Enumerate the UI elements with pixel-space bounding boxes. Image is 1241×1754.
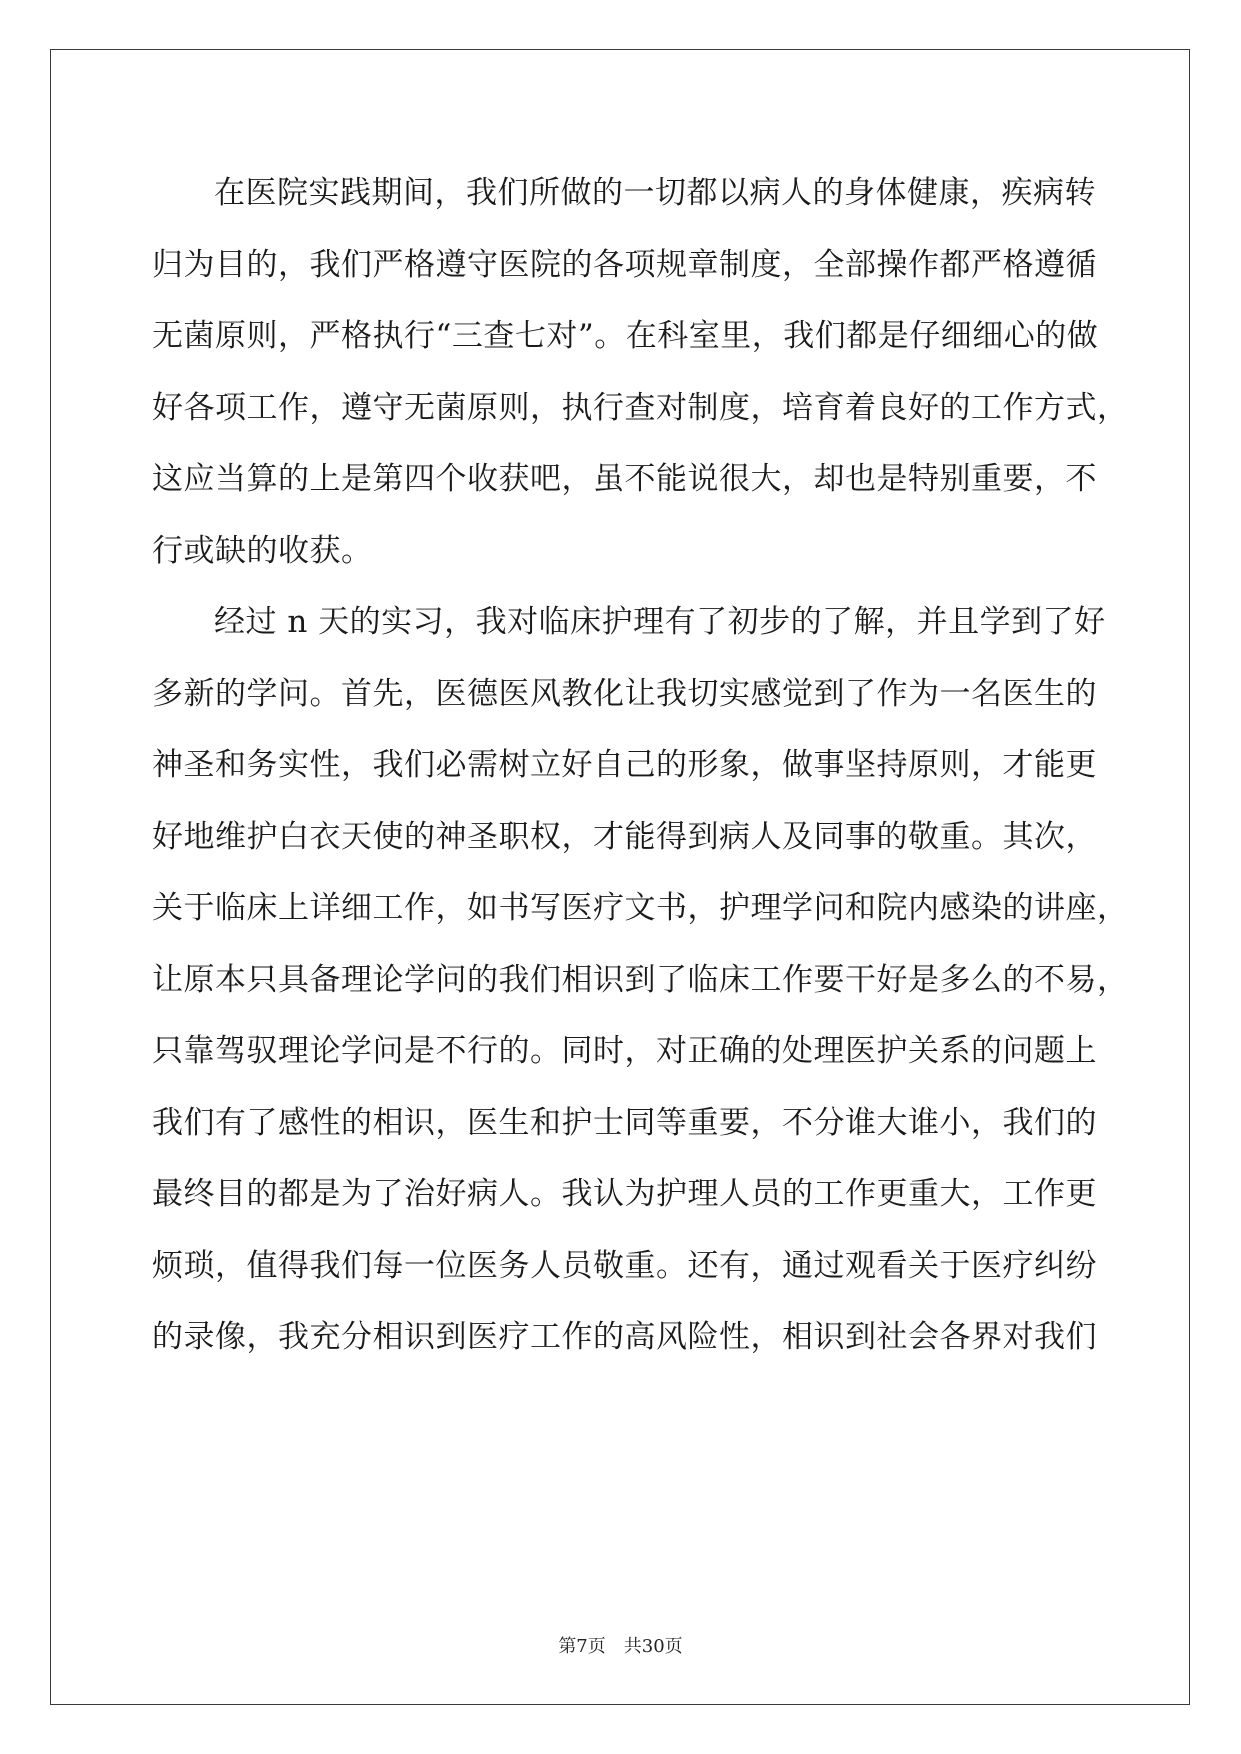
document-body (152, 158, 1129, 1374)
page-footer (0, 1632, 1241, 1658)
paragraph-2-line-11: 的录像，我充分相识到医疗工作的高风险性，相识到社会各界对我们 (152, 1319, 1097, 1355)
paragraph-1-line-2: 归为目的，我们严格遵守医院的各项规章制度，全部操作都严格遵循 (152, 246, 1097, 283)
paragraph-2-line-4: 好地维护白衣天使的神圣职权，才能得到病人及同事的敬重。其次， (152, 818, 1097, 855)
paragraph-1-line-5: 这应当算的上是第四个收获吧，虽不能说很大，却也是特别重要，不 (152, 461, 1097, 497)
paragraph-1-line-3: 无菌原则，严格执行“三查七对”。在科室里，我们都是仔细细心的做 (152, 318, 1099, 354)
paragraph-2-line-8: 我们有了感性的相识，医生和护士同等重要，不分谁大谁小，我们的 (152, 1104, 1097, 1141)
paragraph-1-line-1: 在医院实践期间，我们所做的一切都以病人的身体健康，疾病转 (214, 175, 1096, 211)
page-total: 共30页 (623, 1636, 683, 1657)
page-number: 第7页 (558, 1636, 606, 1657)
paragraph-2-line-6: 让原本只具备理论学问的我们相识到了临床工作要干好是多么的不易， (152, 961, 1129, 998)
paragraph-2-line-2: 多新的学问。首先，医德医风教化让我切实感觉到了作为一名医生的 (152, 675, 1097, 712)
paragraph-2-line-5: 关于临床上详细工作，如书写医疗文书，护理学问和院内感染的讲座， (152, 890, 1129, 926)
paragraph-2-line-7: 只靠驾驭理论学问是不行的。同时，对正确的处理医护关系的问题上 (152, 1033, 1097, 1069)
paragraph-2-line-1: 经过 n 天的实习，我对临床护理有了初步的了解，并且学到了好 (214, 604, 1106, 640)
paragraph-2-line-10: 烦琐，值得我们每一位医务人员敬重。还有，通过观看关于医疗纠纷 (152, 1247, 1097, 1284)
paragraph-1-line-6: 行或缺的收获。 (152, 532, 373, 569)
paragraph-2-line-9: 最终目的都是为了治好病人。我认为护理人员的工作更重大，工作更 (152, 1176, 1097, 1212)
paragraph-1-line-4: 好各项工作，遵守无菌原则，执行查对制度，培育着良好的工作方式， (152, 389, 1129, 426)
paragraph-2-line-3: 神圣和务实性，我们必需树立好自己的形象，做事坚持原则，才能更 (152, 747, 1097, 783)
